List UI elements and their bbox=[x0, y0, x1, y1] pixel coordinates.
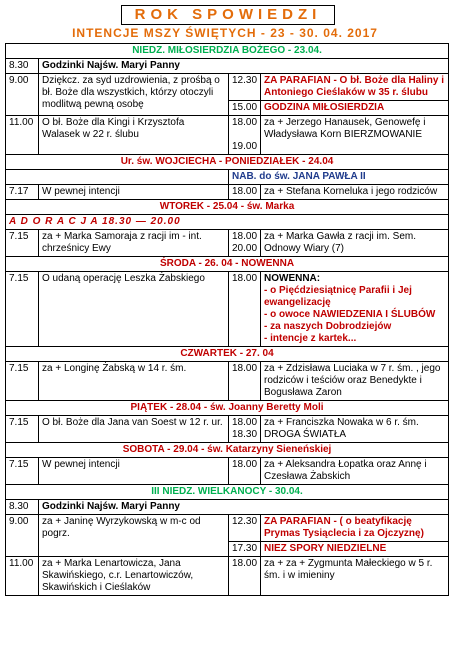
novena-item: - za naszych Dobrodziejów bbox=[264, 321, 392, 332]
mass-time: 18.00 bbox=[229, 272, 261, 347]
mass-time: 18.30 bbox=[232, 429, 258, 440]
mass-intention: za + za + Zygmunta Małeckiego w 5 r. śm. i w imieniny bbox=[261, 557, 449, 596]
day-header-wednesday-26: ŚRODA - 26. 04 - NOWENNA bbox=[6, 257, 449, 272]
mass-time: 18.00 bbox=[229, 458, 261, 485]
mass-time: 8.30 bbox=[6, 59, 39, 74]
day-header-sunday-30: III NIEDZ. WIELKANOCY - 30.04. bbox=[6, 485, 449, 500]
bulletin-page bbox=[2, 2, 448, 662]
novena-title: NOWENNA: bbox=[264, 273, 321, 284]
day-header-monday-24: Ur. św. WOJCIECHA - PONIEDZIAŁEK - 24.04 bbox=[6, 155, 449, 170]
mass-time: 18.00 bbox=[229, 185, 261, 200]
page-subtitle: INTENCJE MSZY ŚWIĘTYCH - 23 - 30. 04. 2017 bbox=[72, 26, 378, 40]
mass-intention: za + Longinę Żabską w 14 r. śm. bbox=[39, 362, 229, 401]
day-header-thursday-27: CZWARTEK - 27. 04 bbox=[6, 347, 449, 362]
mass-time: 20.00 bbox=[232, 243, 258, 254]
mass-intention: GODZINA MIŁOSIERDZIA bbox=[261, 101, 449, 116]
mass-intention: ZA PARAFIAN - O bł. Boże dla Haliny i Antoniego Cieślaków w 35 r. ślubu bbox=[261, 74, 449, 101]
mass-intention: W pewnej intencji bbox=[39, 458, 229, 485]
mass-time: 12.30 bbox=[229, 74, 261, 101]
mass-time: 7.15 bbox=[6, 416, 39, 443]
mass-time: 18.00 bbox=[232, 231, 258, 242]
mass-intention: za + Marka Lenartowicza, Jana Skawińskiego, c.r. Lenartowiczów, Skawińskich i Cieślaków bbox=[39, 557, 229, 596]
mass-intention: Godzinki Najśw. Maryi Panny bbox=[39, 59, 449, 74]
mass-times bbox=[229, 230, 261, 257]
mass-intention: Godzinki Najśw. Maryi Panny bbox=[39, 500, 449, 515]
mass-intentions-table bbox=[5, 43, 449, 596]
mass-time: 11.00 bbox=[6, 116, 39, 155]
mass-intention: W pewnej intencji bbox=[39, 185, 229, 200]
mass-time: 12.30 bbox=[229, 515, 261, 542]
novena-note: NAB. do św. JANA PAWŁA II bbox=[229, 170, 449, 185]
mass-time: 7.15 bbox=[6, 230, 39, 257]
mass-intention: za + Stefana Korneluka i jego rodziców bbox=[261, 185, 449, 200]
mass-intention: O udaną operację Leszka Żabskiego bbox=[39, 272, 229, 347]
day-header-tuesday-25: WTOREK - 25.04 - św. Marka bbox=[6, 200, 449, 215]
novena-intentions bbox=[261, 272, 449, 347]
mass-time: 7.15 bbox=[6, 458, 39, 485]
mass-time: 11.00 bbox=[6, 557, 39, 596]
mass-time: 18.00 bbox=[229, 362, 261, 401]
mass-time: 7.17 bbox=[6, 185, 39, 200]
mass-intention: za + Marka Samoraja z racji im - int. chrześnicy Ewy bbox=[39, 230, 229, 257]
mass-intention: za + Jerzego Hanausek, Genowefę i Władysława Korn BIERZMOWANIE bbox=[261, 116, 449, 155]
mass-time: 18.00 bbox=[229, 557, 261, 596]
mass-time: 15.00 bbox=[229, 101, 261, 116]
title-box bbox=[121, 5, 335, 25]
mass-intention: za + Janinę Wyrzykowską w m-c od pogrz. bbox=[39, 515, 229, 557]
mass-intention: za + Marka Gawła z racji im. Sem. Odnowy Wiary (7) bbox=[261, 230, 449, 257]
mass-intention: za + Zdzisława Luciaka w 7 r. śm. , jego rodziców i teściów oraz Benedykte i Bogusława Zaron bbox=[261, 362, 449, 401]
mass-intention: za + Aleksandra Łopatka oraz Annę i Czesława Żabskich bbox=[261, 458, 449, 485]
mass-intention: za + Franciszka Nowaka w 6 r. śm. DROGA ŚWIATŁA bbox=[261, 416, 449, 443]
mass-time: 9.00 bbox=[6, 74, 39, 116]
mass-intention: NIEZ SPORY NIEDZIELNE bbox=[261, 542, 449, 557]
empty-cell bbox=[6, 170, 229, 185]
mass-intention: ZA PARAFIAN - ( o beatyfikację Prymas Tysiąclecia i za Ojczyznę) bbox=[261, 515, 449, 542]
mass-intention: Dziękcz. za syd uzdrowienia, z prośbą o bł. Boże dla wszystkich, którzy otoczyli modlitwą pewną osobę bbox=[39, 74, 229, 116]
mass-time: 7.15 bbox=[6, 272, 39, 347]
day-header-friday-28: PIĄTEK - 28.04 - św. Joanny Beretty Moli bbox=[6, 401, 449, 416]
novena-item: - o Pięćdziesiątnicę Parafii i Jej ewangelizację bbox=[264, 285, 412, 308]
mass-time: 17.30 bbox=[229, 542, 261, 557]
mass-time: 8.30 bbox=[6, 500, 39, 515]
mass-time: 9.00 bbox=[6, 515, 39, 557]
mass-time: 18.00 bbox=[232, 117, 258, 128]
adoration-note: A D O R A C J A 18.30 — 20.00 bbox=[6, 215, 449, 230]
novena-item: - o owoce NAWIEDZENIA I ŚLUBÓW bbox=[264, 309, 436, 320]
mass-times bbox=[229, 416, 261, 443]
day-header-sunday-23: NIEDZ. MIŁOSIERDZIA BOŻEGO - 23.04. bbox=[6, 44, 449, 59]
mass-intention: O bł. Boże dla Kingi i Krzysztofa Walasek w 22 r. ślubu bbox=[39, 116, 229, 155]
mass-time: 18.00 bbox=[232, 417, 258, 428]
mass-time: 7.15 bbox=[6, 362, 39, 401]
novena-item: - intencje z kartek... bbox=[264, 333, 357, 344]
mass-intention: O bł. Boże dla Jana van Soest w 12 r. ur. bbox=[39, 416, 229, 443]
day-header-saturday-29: SOBOTA - 29.04 - św. Katarzyny Sieneńskiej bbox=[6, 443, 449, 458]
mass-time: 19.00 bbox=[232, 141, 258, 152]
mass-times bbox=[229, 116, 261, 155]
page-title: ROK SPOWIEDZI bbox=[134, 6, 322, 23]
